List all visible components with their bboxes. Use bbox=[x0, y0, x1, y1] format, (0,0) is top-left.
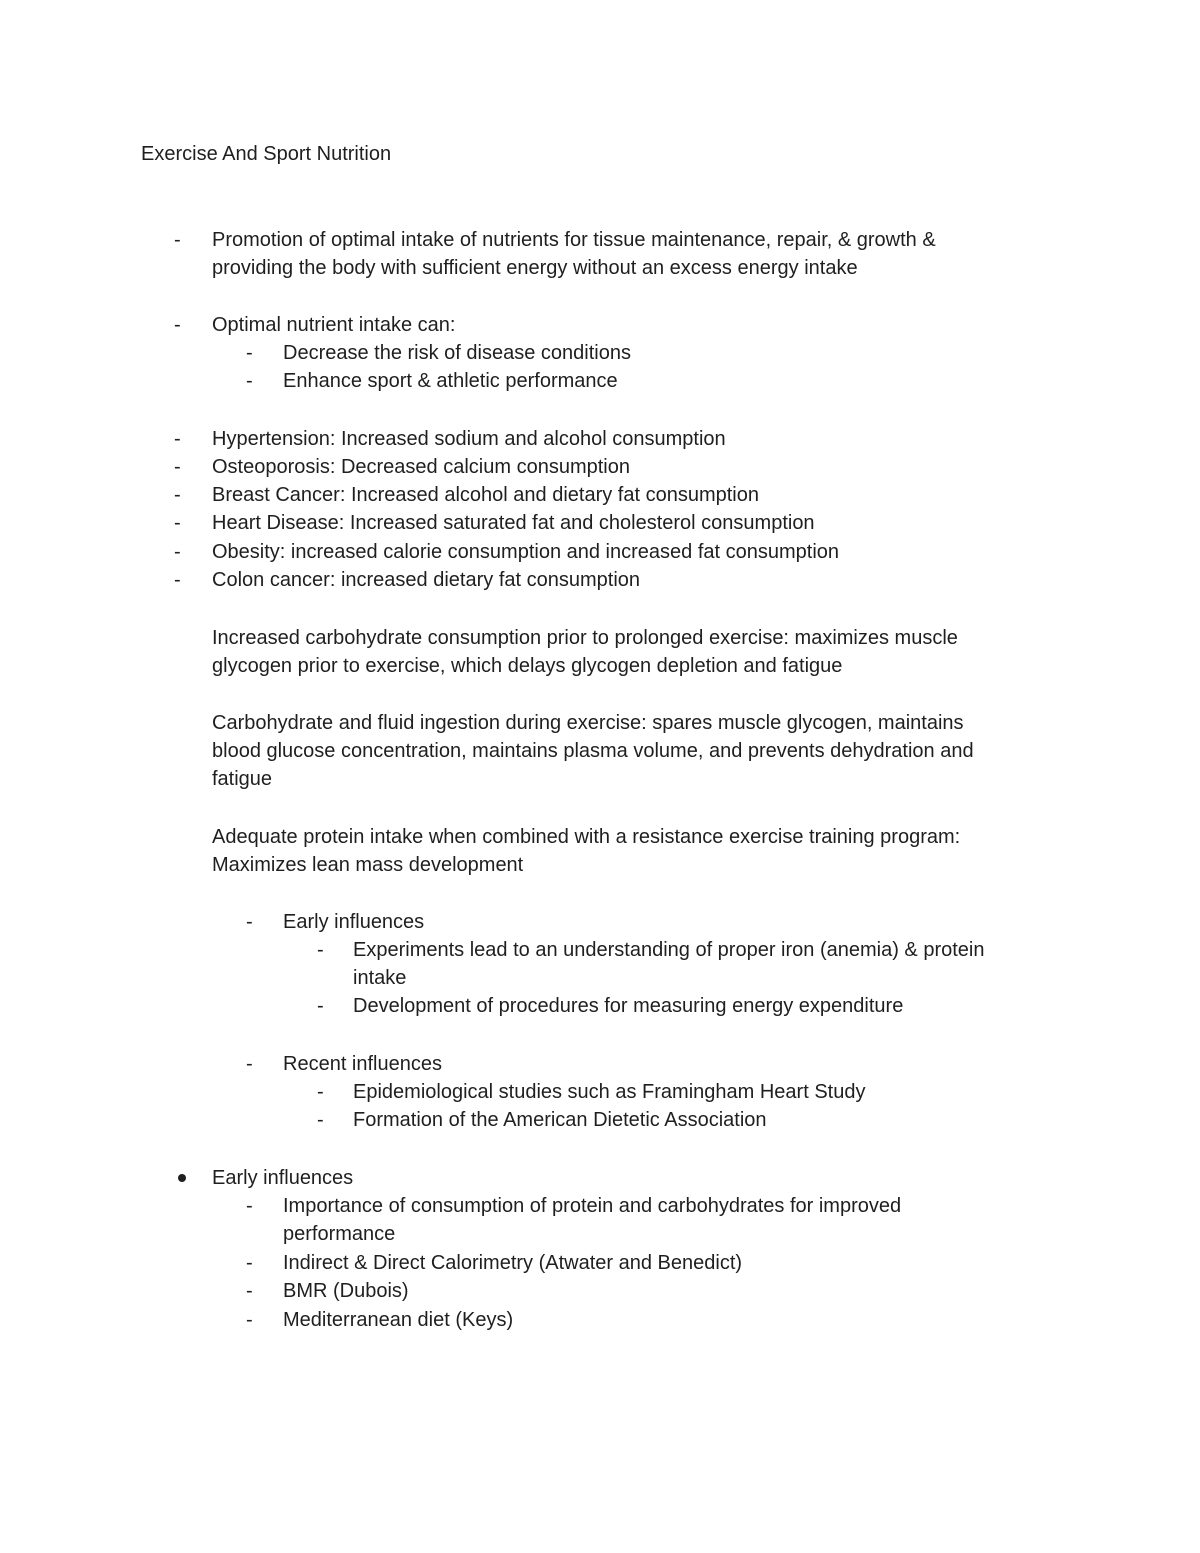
paragraph-line: fatigue bbox=[212, 768, 273, 790]
list-item: Breast Cancer: Increased alcohol and dietary fat consumption bbox=[212, 484, 759, 506]
dash-marker: - bbox=[246, 1053, 253, 1075]
dash-marker: - bbox=[246, 1280, 253, 1302]
paragraph-line: glycogen prior to exercise, which delays glycogen depletion and fatigue bbox=[212, 655, 843, 677]
dash-marker: - bbox=[174, 512, 181, 534]
list-item: Colon cancer: increased dietary fat consumption bbox=[212, 569, 641, 591]
dash-marker: - bbox=[174, 484, 181, 506]
list-item: Early influences bbox=[212, 1167, 354, 1189]
list-item: Hypertension: Increased sodium and alcohol consumption bbox=[212, 428, 726, 450]
sub-sub-list-item-continuation: intake bbox=[353, 967, 407, 989]
dash-marker: - bbox=[174, 541, 181, 563]
list-item: Promotion of optimal intake of nutrients for tissue maintenance, repair, & growth & bbox=[212, 229, 936, 251]
list-item: Obesity: increased calorie consumption and increased fat consumption bbox=[212, 541, 840, 563]
sub-list-item: Indirect & Direct Calorimetry (Atwater and Benedict) bbox=[283, 1252, 743, 1274]
sub-list-item: Early influences bbox=[283, 911, 425, 933]
dash-marker: - bbox=[246, 1309, 253, 1331]
dash-marker: - bbox=[317, 939, 324, 961]
sub-sub-list-item: Development of procedures for measuring energy expenditure bbox=[353, 995, 904, 1017]
dash-marker: - bbox=[317, 995, 324, 1017]
list-item-continuation: providing the body with sufficient energy without an excess energy intake bbox=[212, 257, 858, 279]
sub-sub-list-item: Epidemiological studies such as Framingham Heart Study bbox=[353, 1081, 866, 1103]
dash-marker: - bbox=[246, 370, 253, 392]
sub-list-item-continuation: performance bbox=[283, 1223, 396, 1245]
sub-list-item: BMR (Dubois) bbox=[283, 1280, 409, 1302]
dash-marker: - bbox=[174, 229, 181, 251]
dash-marker: - bbox=[317, 1109, 324, 1131]
dash-marker: - bbox=[317, 1081, 324, 1103]
sub-sub-list-item: Experiments lead to an understanding of proper iron (anemia) & protein bbox=[353, 939, 985, 961]
dash-marker: - bbox=[174, 569, 181, 591]
paragraph-line: Maximizes lean mass development bbox=[212, 854, 524, 876]
paragraph-line: Increased carbohydrate consumption prior to prolonged exercise: maximizes muscle bbox=[212, 627, 958, 649]
paragraph-line: blood glucose concentration, maintains plasma volume, and prevents dehydration and bbox=[212, 740, 974, 762]
list-item: Optimal nutrient intake can: bbox=[212, 314, 456, 336]
dash-marker: - bbox=[246, 342, 253, 364]
sub-list-item: Decrease the risk of disease conditions bbox=[283, 342, 631, 364]
list-item: Heart Disease: Increased saturated fat and cholesterol consumption bbox=[212, 512, 815, 534]
sub-list-item: Recent influences bbox=[283, 1053, 442, 1075]
sub-list-item: Enhance sport & athletic performance bbox=[283, 370, 618, 392]
sub-sub-list-item: Formation of the American Dietetic Association bbox=[353, 1109, 767, 1131]
sub-list-item: Importance of consumption of protein and carbohydrates for improved bbox=[283, 1195, 902, 1217]
dash-marker: - bbox=[174, 314, 181, 336]
dash-marker: - bbox=[174, 456, 181, 478]
dash-marker: - bbox=[246, 1252, 253, 1274]
list-item: Osteoporosis: Decreased calcium consumption bbox=[212, 456, 630, 478]
paragraph-line: Carbohydrate and fluid ingestion during exercise: spares muscle glycogen, maintains bbox=[212, 712, 964, 734]
dash-marker: - bbox=[246, 911, 253, 933]
bullet-icon bbox=[178, 1174, 186, 1182]
dash-marker: - bbox=[174, 428, 181, 450]
paragraph-line: Adequate protein intake when combined with a resistance exercise training program: bbox=[212, 826, 961, 848]
page-title: Exercise And Sport Nutrition bbox=[141, 143, 392, 165]
sub-list-item: Mediterranean diet (Keys) bbox=[283, 1309, 514, 1331]
dash-marker: - bbox=[246, 1195, 253, 1217]
